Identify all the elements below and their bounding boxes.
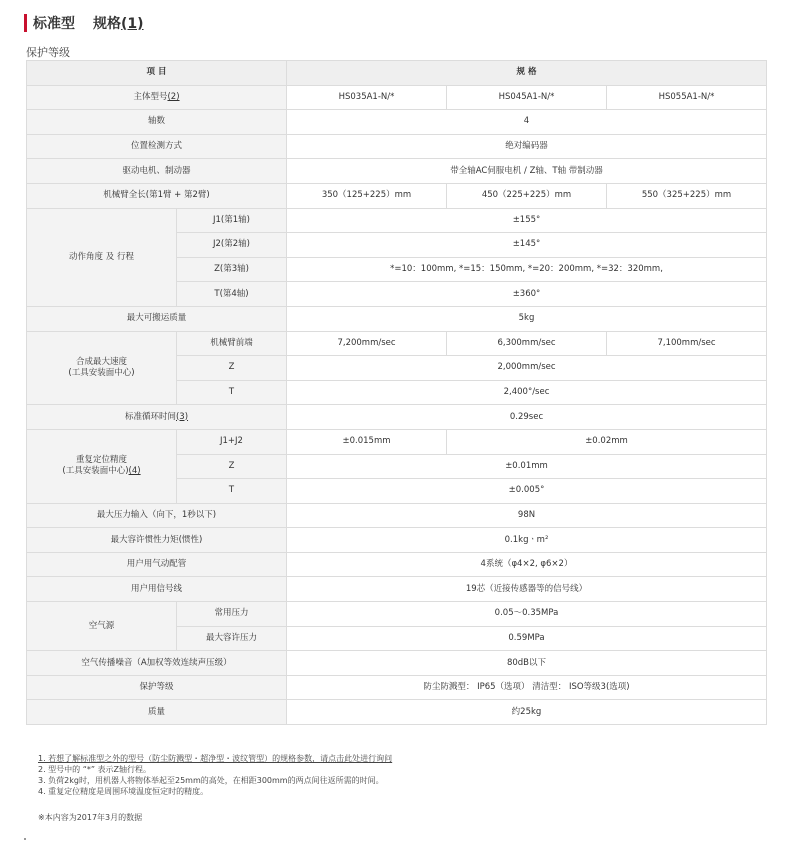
cell: 5kg <box>287 306 767 331</box>
table-row <box>27 159 767 184</box>
sub-label: T <box>177 380 287 405</box>
ref-link[interactable]: (3) <box>175 411 189 422</box>
cell: 2,000mm/sec <box>287 356 767 381</box>
row-label: 重复定位精度 (工具安装面中心)(4) <box>27 429 177 503</box>
table-row <box>27 405 767 430</box>
row-label: 机械臂全长(第1臂 + 第2臂) <box>27 183 287 208</box>
title-spec: 规格(1) <box>93 16 144 32</box>
cell: 绝对编码器 <box>287 134 767 159</box>
sub-label: Z <box>177 454 287 479</box>
sub-label: J1(第1轴) <box>177 208 287 233</box>
ref-link[interactable]: (4) <box>128 466 141 477</box>
note-item: 4. 重复定位精度是周围环境温度恒定时的精度。 <box>38 787 209 796</box>
note-item: 2. 型号中的 “*” 表示Z轴行程。 <box>38 765 152 774</box>
cell: 80dB以下 <box>287 651 767 676</box>
row-label: 合成最大速度 (工具安装面中心) <box>27 331 177 405</box>
sub-label: T <box>177 479 287 504</box>
row-label: 主体型号(2) <box>27 85 287 110</box>
decorative-dot <box>24 838 26 840</box>
cell: HS035A1-N/* <box>287 85 447 110</box>
cell: ±0.02mm <box>447 429 767 454</box>
cell: 防尘防溅型： IP65（选项） 清洁型： ISO等级3(选项) <box>287 675 767 700</box>
cell: 450（225+225）mm <box>447 183 607 208</box>
sub-label: 常用压力 <box>177 602 287 627</box>
cell: 约25kg <box>287 700 767 725</box>
sub-label: 最大容许压力 <box>177 626 287 651</box>
table-header-row <box>27 61 767 86</box>
cell: *=10：100mm, *=15：150mm, *=20：200mm, *=32：320mm, <box>287 257 767 282</box>
table-row <box>27 208 767 233</box>
table-row <box>27 85 767 110</box>
title-main: 标准型 <box>33 16 75 32</box>
cell: 7,200mm/sec <box>287 331 447 356</box>
cell: 4系统（φ4×2, φ6×2） <box>287 552 767 577</box>
table-row <box>27 602 767 627</box>
sub-label: J1+J2 <box>177 429 287 454</box>
cell: 6,300mm/sec <box>447 331 607 356</box>
cell: ±0.015mm <box>287 429 447 454</box>
table-row <box>27 552 767 577</box>
cell: 0.59MPa <box>287 626 767 651</box>
sub-label: J2(第2轴) <box>177 233 287 258</box>
cell: 19芯（近接传感器等的信号线） <box>287 577 767 602</box>
header-spec: 规 格 <box>287 61 767 86</box>
cell: 0.29sec <box>287 405 767 430</box>
table-row <box>27 306 767 331</box>
cell: 550（325+225）mm <box>607 183 767 208</box>
cell: ±145° <box>287 233 767 258</box>
row-label: 保护等级 <box>27 675 287 700</box>
cell: HS055A1-N/* <box>607 85 767 110</box>
notes-list <box>38 753 392 797</box>
sub-label: 机械臂前端 <box>177 331 287 356</box>
cell: ±0.01mm <box>287 454 767 479</box>
table-row <box>27 134 767 159</box>
table-row <box>27 700 767 725</box>
table-row <box>27 331 767 356</box>
row-label: 空气传播噪音（A加权等效连续声压级） <box>27 651 287 676</box>
protection-level-label: 保护等级 <box>26 46 70 59</box>
cell: 4 <box>287 110 767 135</box>
cell: 98N <box>287 503 767 528</box>
row-label: 最大可搬运质量 <box>27 306 287 331</box>
table-row <box>27 503 767 528</box>
table-row <box>27 675 767 700</box>
row-label: 轴数 <box>27 110 287 135</box>
note-item: 3. 负荷2kg时，用机器人将物体举起至25mm的高处，在相距300mm的两点间往返所需的时间。 <box>38 776 384 785</box>
spec-ref-link[interactable]: (1) <box>121 16 144 32</box>
table-row <box>27 429 767 454</box>
spec-table <box>26 60 767 725</box>
page-title <box>24 14 144 32</box>
sub-label: T(第4轴) <box>177 282 287 307</box>
row-label: 最大压力输入（向下，1秒以下) <box>27 503 287 528</box>
table-row <box>27 651 767 676</box>
table-row <box>27 110 767 135</box>
cell: 7,100mm/sec <box>607 331 767 356</box>
sub-label: Z <box>177 356 287 381</box>
row-label: 空气源 <box>27 602 177 651</box>
row-label: 质量 <box>27 700 287 725</box>
cell: ±360° <box>287 282 767 307</box>
table-row <box>27 577 767 602</box>
cell: 带全轴AC伺服电机 / Z轴、T轴 带制动器 <box>287 159 767 184</box>
sub-label: Z(第3轴) <box>177 257 287 282</box>
row-label: 最大容许惯性力矩(惯性) <box>27 528 287 553</box>
data-date-note: ※本内容为2017年3月的数据 <box>38 813 143 822</box>
table-row <box>27 183 767 208</box>
table-row <box>27 528 767 553</box>
row-label: 动作角度 及 行程 <box>27 208 177 306</box>
cell: ±155° <box>287 208 767 233</box>
cell: HS045A1-N/* <box>447 85 607 110</box>
cell: 0.05～0.35MPa <box>287 602 767 627</box>
row-label: 用户用气动配管 <box>27 552 287 577</box>
ref-link[interactable]: (2) <box>167 91 180 102</box>
cell: 0.1kgㆍm² <box>287 528 767 553</box>
header-item: 项 目 <box>27 61 287 86</box>
row-label: 驱动电机、制动器 <box>27 159 287 184</box>
row-label: 位置检测方式 <box>27 134 287 159</box>
cell: ±0.005° <box>287 479 767 504</box>
cell: 2,400°/sec <box>287 380 767 405</box>
cell: 350（125+225）mm <box>287 183 447 208</box>
note-inquiry-link[interactable]: 1. 若想了解标准型之外的型号（防尘防溅型・超净型・波纹管型）的规格参数，请点击此处进行询问 <box>38 754 393 763</box>
row-label: 用户用信号线 <box>27 577 287 602</box>
row-label: 标准循环时间(3) <box>27 405 287 430</box>
